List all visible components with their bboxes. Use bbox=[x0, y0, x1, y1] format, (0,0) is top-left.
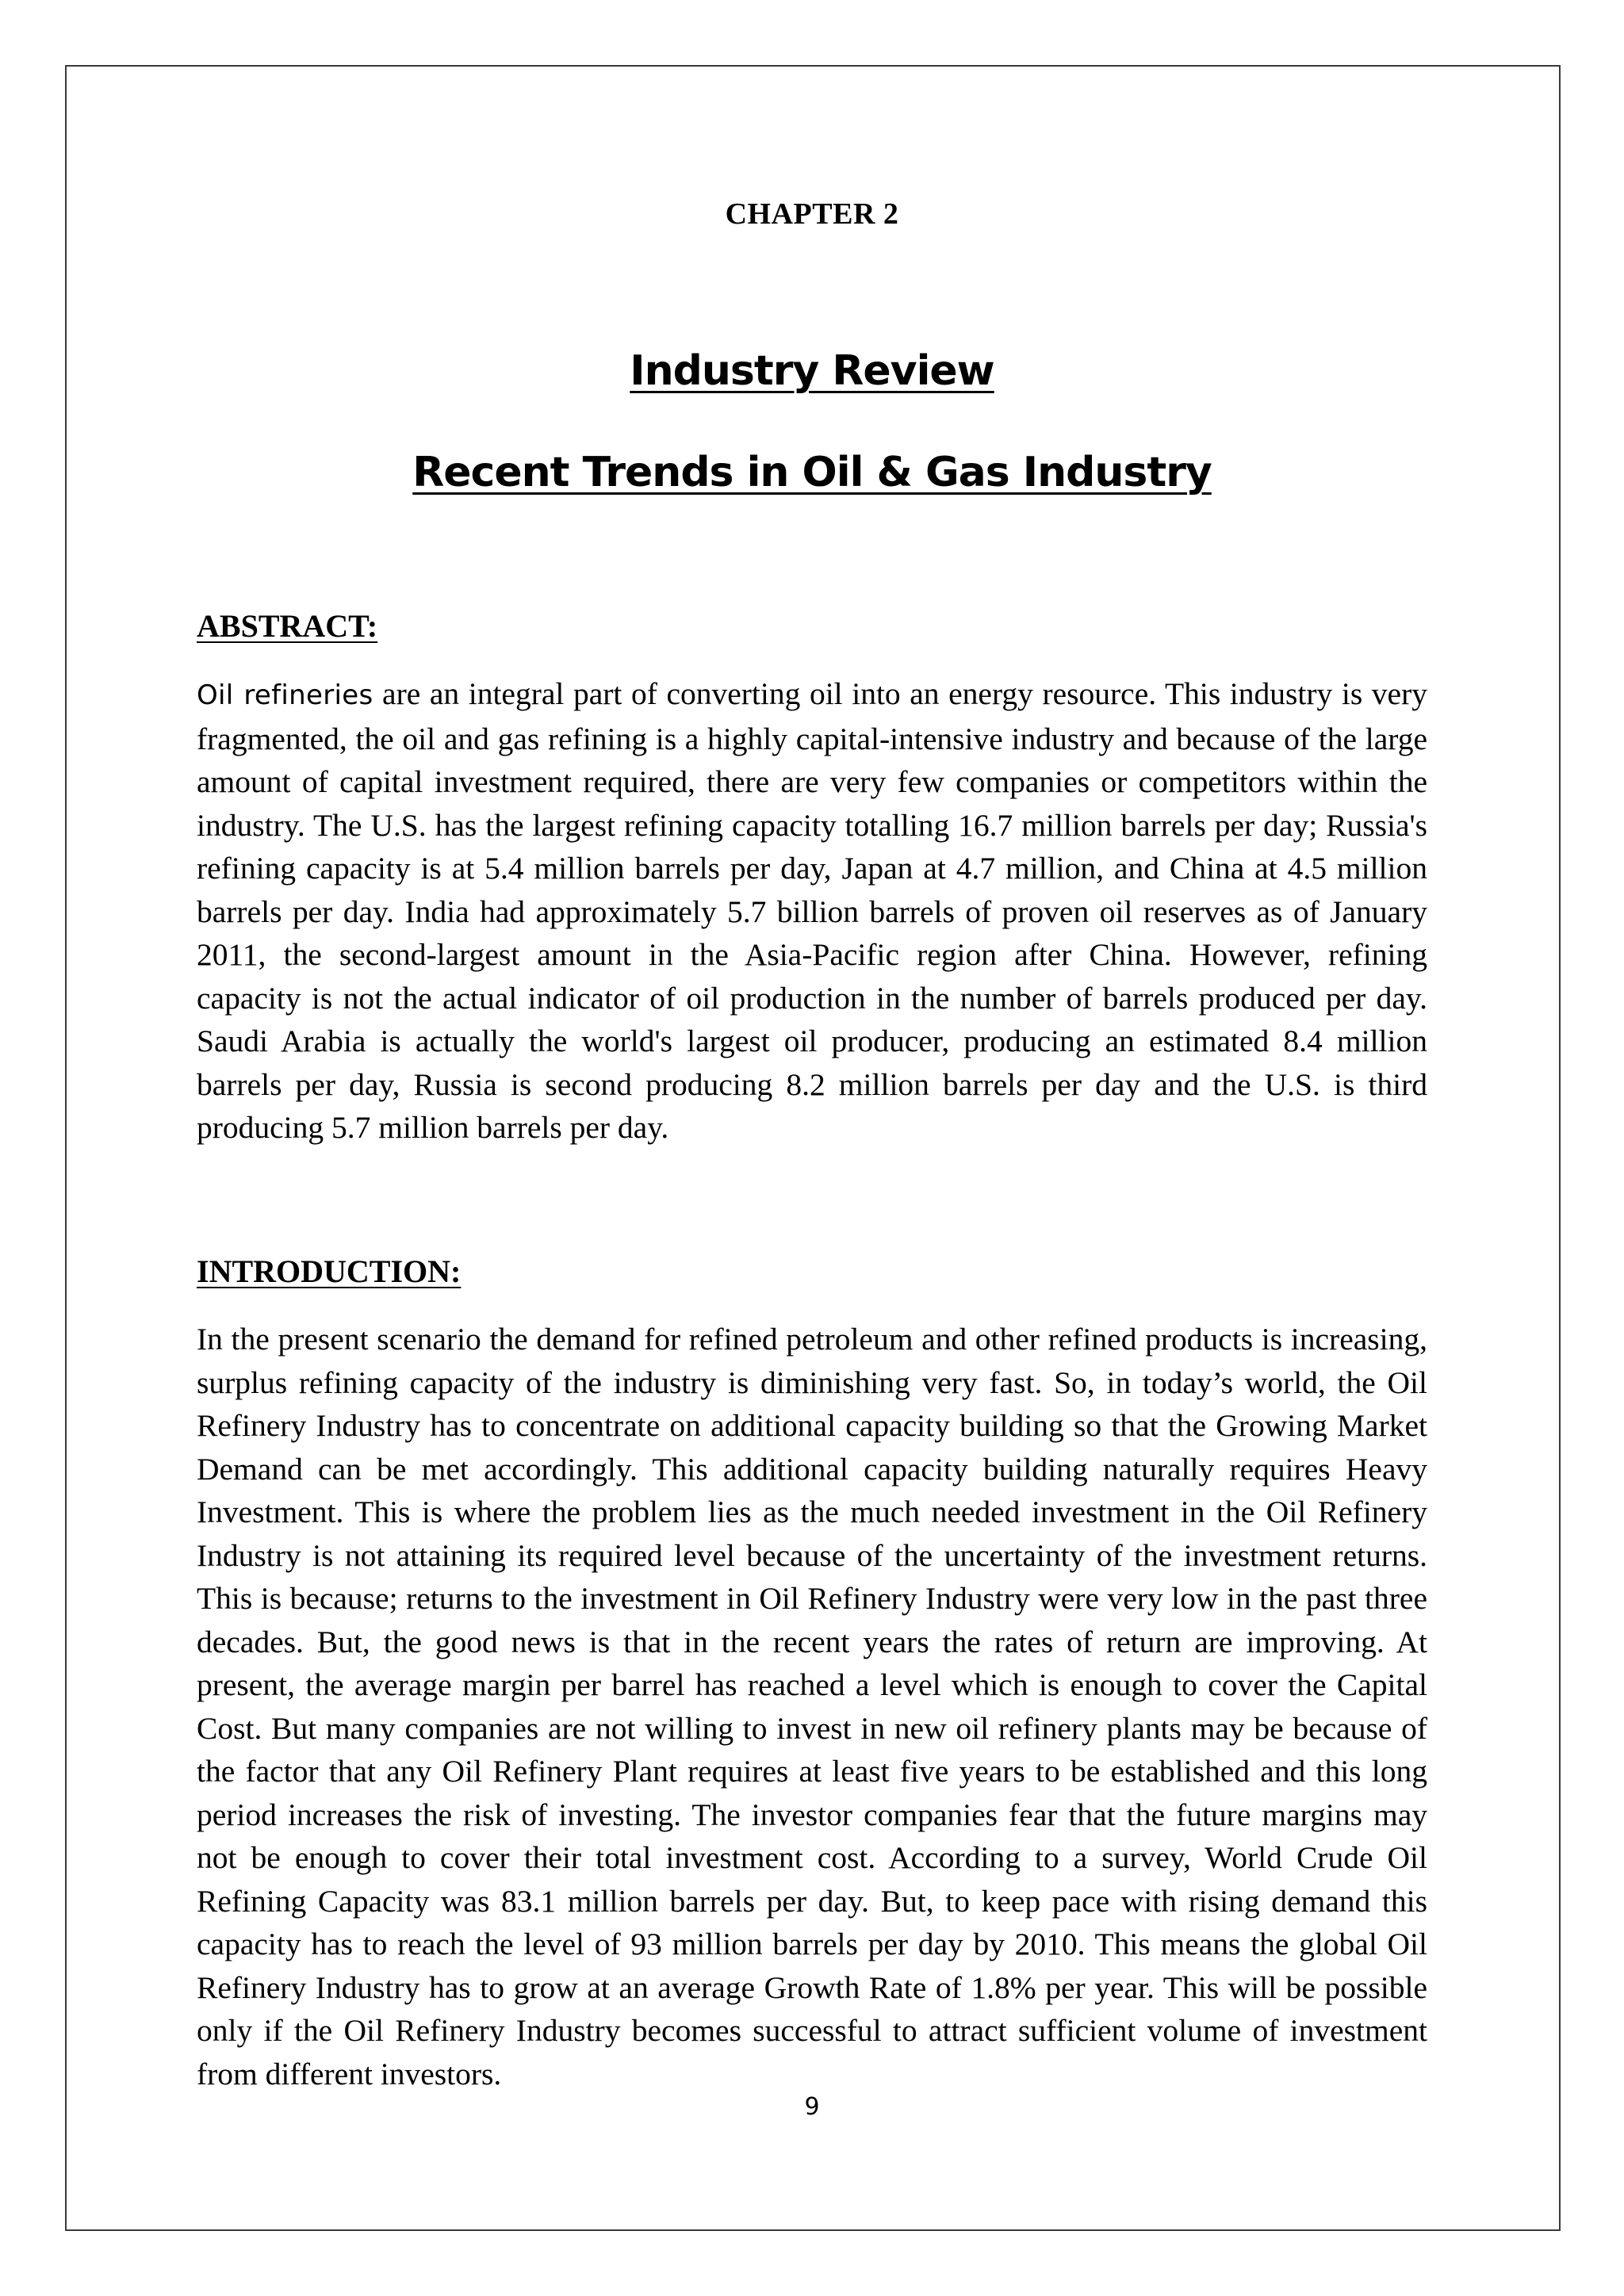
page-title: Industry Review bbox=[630, 347, 994, 395]
introduction-paragraph: In the present scenario the demand for refined petroleum and other refined products is increasing, surplus refining capacity of the industry is diminishing very fast. So, in today’s world, the Oil Refinery Industry has to concentrate on additional capacity building so that the Growing Market Demand can be met accordingly. This additional capacity building naturally requires Heavy Investment. This is where the problem lies as the much needed investment in the Oil Refinery Industry is not attaining its required level because of the uncertainty of the investment returns. This is because; returns to the investment in Oil Refinery Industry were very low in the past three decades. But, the good news is that in the recent years the rates of return are improving. At present, the average margin per barrel has reached a level which is enough to cover the Capital Cost. But many companies are not willing to invest in new oil refinery plants may be because of the factor that any Oil Refinery Plant requires at least five years to be established and this long period increases the risk of investing. The investor companies fear that the future margins may not be enough to cover their total investment cost. According to a survey, World Crude Oil Refining Capacity was 83.1 million barrels per day. But, to keep pace with rising demand this capacity has to reach the level of 93 million barrels per day by 2010. This means the global Oil Refinery Industry has to grow at an average Growth Rate of 1.8% per year. This will be possible only if the Oil Refinery Industry becomes successful to attract sufficient volume of investment from different investors. bbox=[197, 1322, 1427, 2091]
abstract-heading: ABSTRACT: bbox=[197, 608, 378, 644]
page-number: 9 bbox=[804, 2093, 820, 2121]
abstract-paragraph bbox=[197, 672, 1427, 1150]
page-subtitle: Recent Trends in Oil & Gas Industry bbox=[412, 449, 1212, 496]
introduction-heading: INTRODUCTION: bbox=[197, 1253, 462, 1289]
abstract-lead-text: Oil refineries bbox=[197, 679, 373, 711]
abstract-body-text: are an integral part of converting oil into an energy resource. This industry is very fragmented, the oil and gas refining is a highly capital-intensive industry and because of the large amount of capital investment required, there are very few companies or competitors within the industry. The U.S. has the largest refining capacity totalling 16.7 million barrels per day; Russia's refining capacity is at 5.4 million barrels per day, Japan at 4.7 million, and China at 4.5 million barrels per day. India had approximately 5.7 billion barrels of proven oil reserves as of January 2011, the second-largest amount in the Asia-Pacific region after China. However, refining capacity is not the actual indicator of oil production in the number of barrels produced per day. Saudi Arabia is actually the world's largest oil producer, producing an estimated 8.4 million barrels per day, Russia is second producing 8.2 million barrels per day and the U.S. is third producing 5.7 million barrels per day. bbox=[197, 676, 1427, 1145]
chapter-label: CHAPTER 2 bbox=[725, 197, 899, 231]
